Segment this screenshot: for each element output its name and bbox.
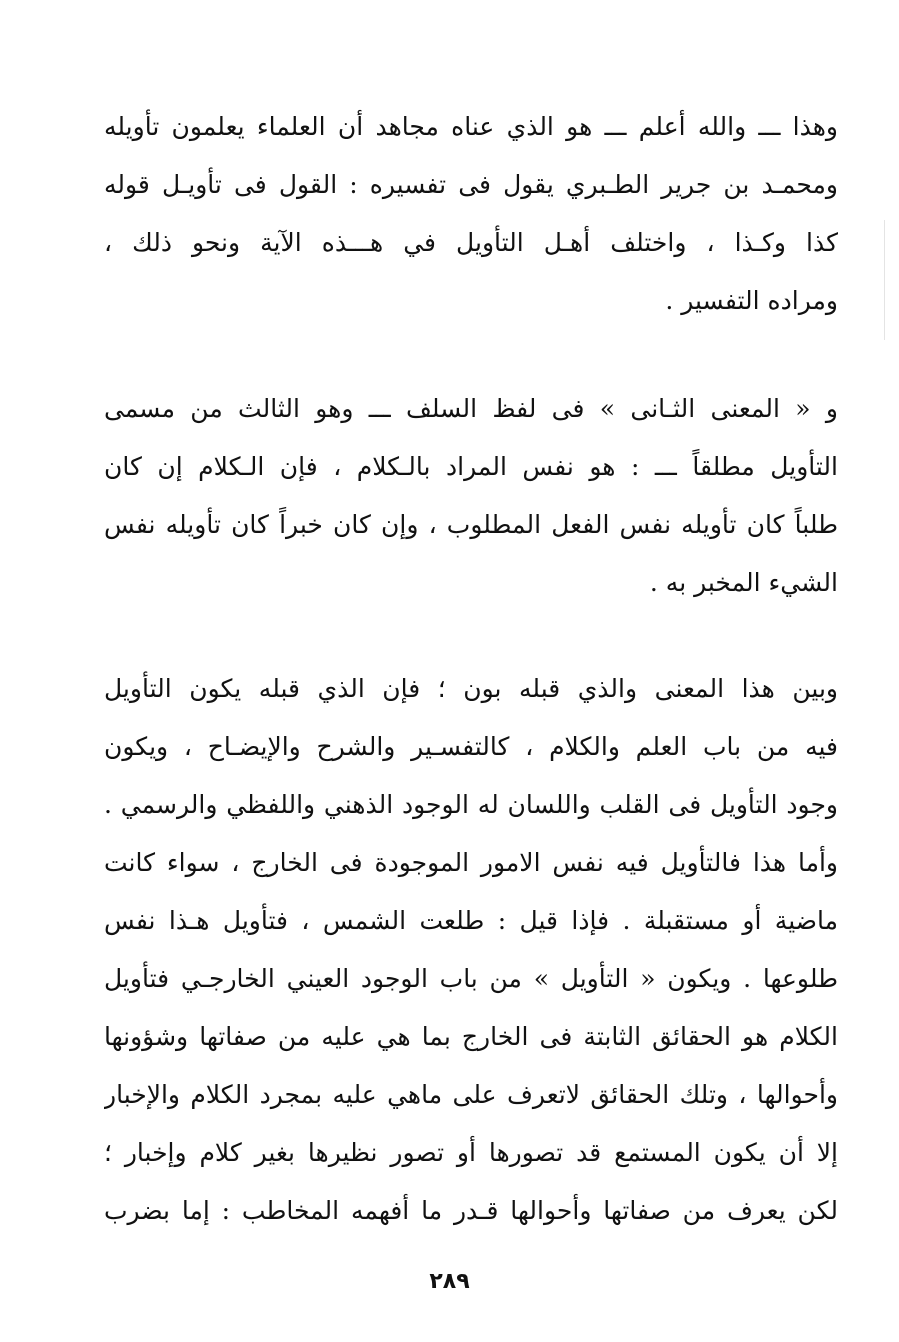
text-line: التأويل مطلقاً ـــ : هو نفس المراد بالـكلام ، فإن الـكلام إن كان — [104, 452, 838, 481]
text-line: ومحمـد بن جرير الطـبري يقول فى تفسيره : القول فى تأويـل قوله — [104, 170, 838, 199]
text-line: طلوعها . ويكون « التأويل » من باب الوجود العيني الخارجـي فتأويل — [104, 964, 838, 993]
text-line: وأحوالها ، وتلك الحقائق لاتعرف على ماهي عليه بمجرد الكلام والإخبار — [104, 1080, 838, 1109]
text-line: طلباً كان تأويله نفس الفعل المطلوب ، وإن كان خبراً كان تأويله نفس — [104, 510, 838, 539]
text-line: وبين هذا المعنى والذي قبله بون ؛ فإن الذي قبله يكون التأويل — [104, 674, 838, 703]
text-line: وهذا ـــ والله أعلم ـــ هو الذي عناه مجاهد أن العلماء يعلمون تأويله — [104, 112, 838, 141]
text-line: وجود التأويل فى القلب واللسان له الوجود الذهني واللفظي والرسمي . — [104, 790, 838, 819]
paragraph-2 — [104, 380, 838, 612]
text-line: فيه من باب العلم والكلام ، كالتفسـير والشرح والإيضـاح ، ويكون — [104, 732, 838, 761]
text-line: كذا وكـذا ، واختلف أهـل التأويل في هـــذه الآية ونحو ذلك ، — [104, 228, 838, 257]
page-number: ٢٨٩ — [429, 1269, 470, 1294]
text-line: ماضية أو مستقبلة . فإذا قيل : طلعت الشمس ، فتأويل هـذا نفس — [104, 906, 838, 935]
paragraph-1 — [104, 98, 838, 330]
scan-edge-mark — [884, 220, 885, 340]
text-line: لكن يعرف من صفاتها وأحوالها قـدر ما أفهمه المخاطب : إما بضرب — [104, 1196, 838, 1225]
text-line: الشيء المخبر به . — [649, 568, 838, 597]
text-line: و « المعنى الثـانى » فى لفظ السلف ـــ وهو الثالث من مسمى — [104, 394, 838, 423]
text-line: الكلام هو الحقائق الثابتة فى الخارج بما هي عليه من صفاتها وشؤونها — [104, 1022, 838, 1051]
text-line: وأما هذا فالتأويل فيه نفس الامور الموجودة فى الخارج ، سواء كانت — [104, 848, 838, 877]
text-line: إلا أن يكون المستمع قد تصورها أو تصور نظيرها بغير كلام وإخبار ؛ — [104, 1138, 838, 1167]
paragraph-3 — [104, 660, 838, 1240]
text-line: ومراده التفسير . — [665, 286, 838, 315]
